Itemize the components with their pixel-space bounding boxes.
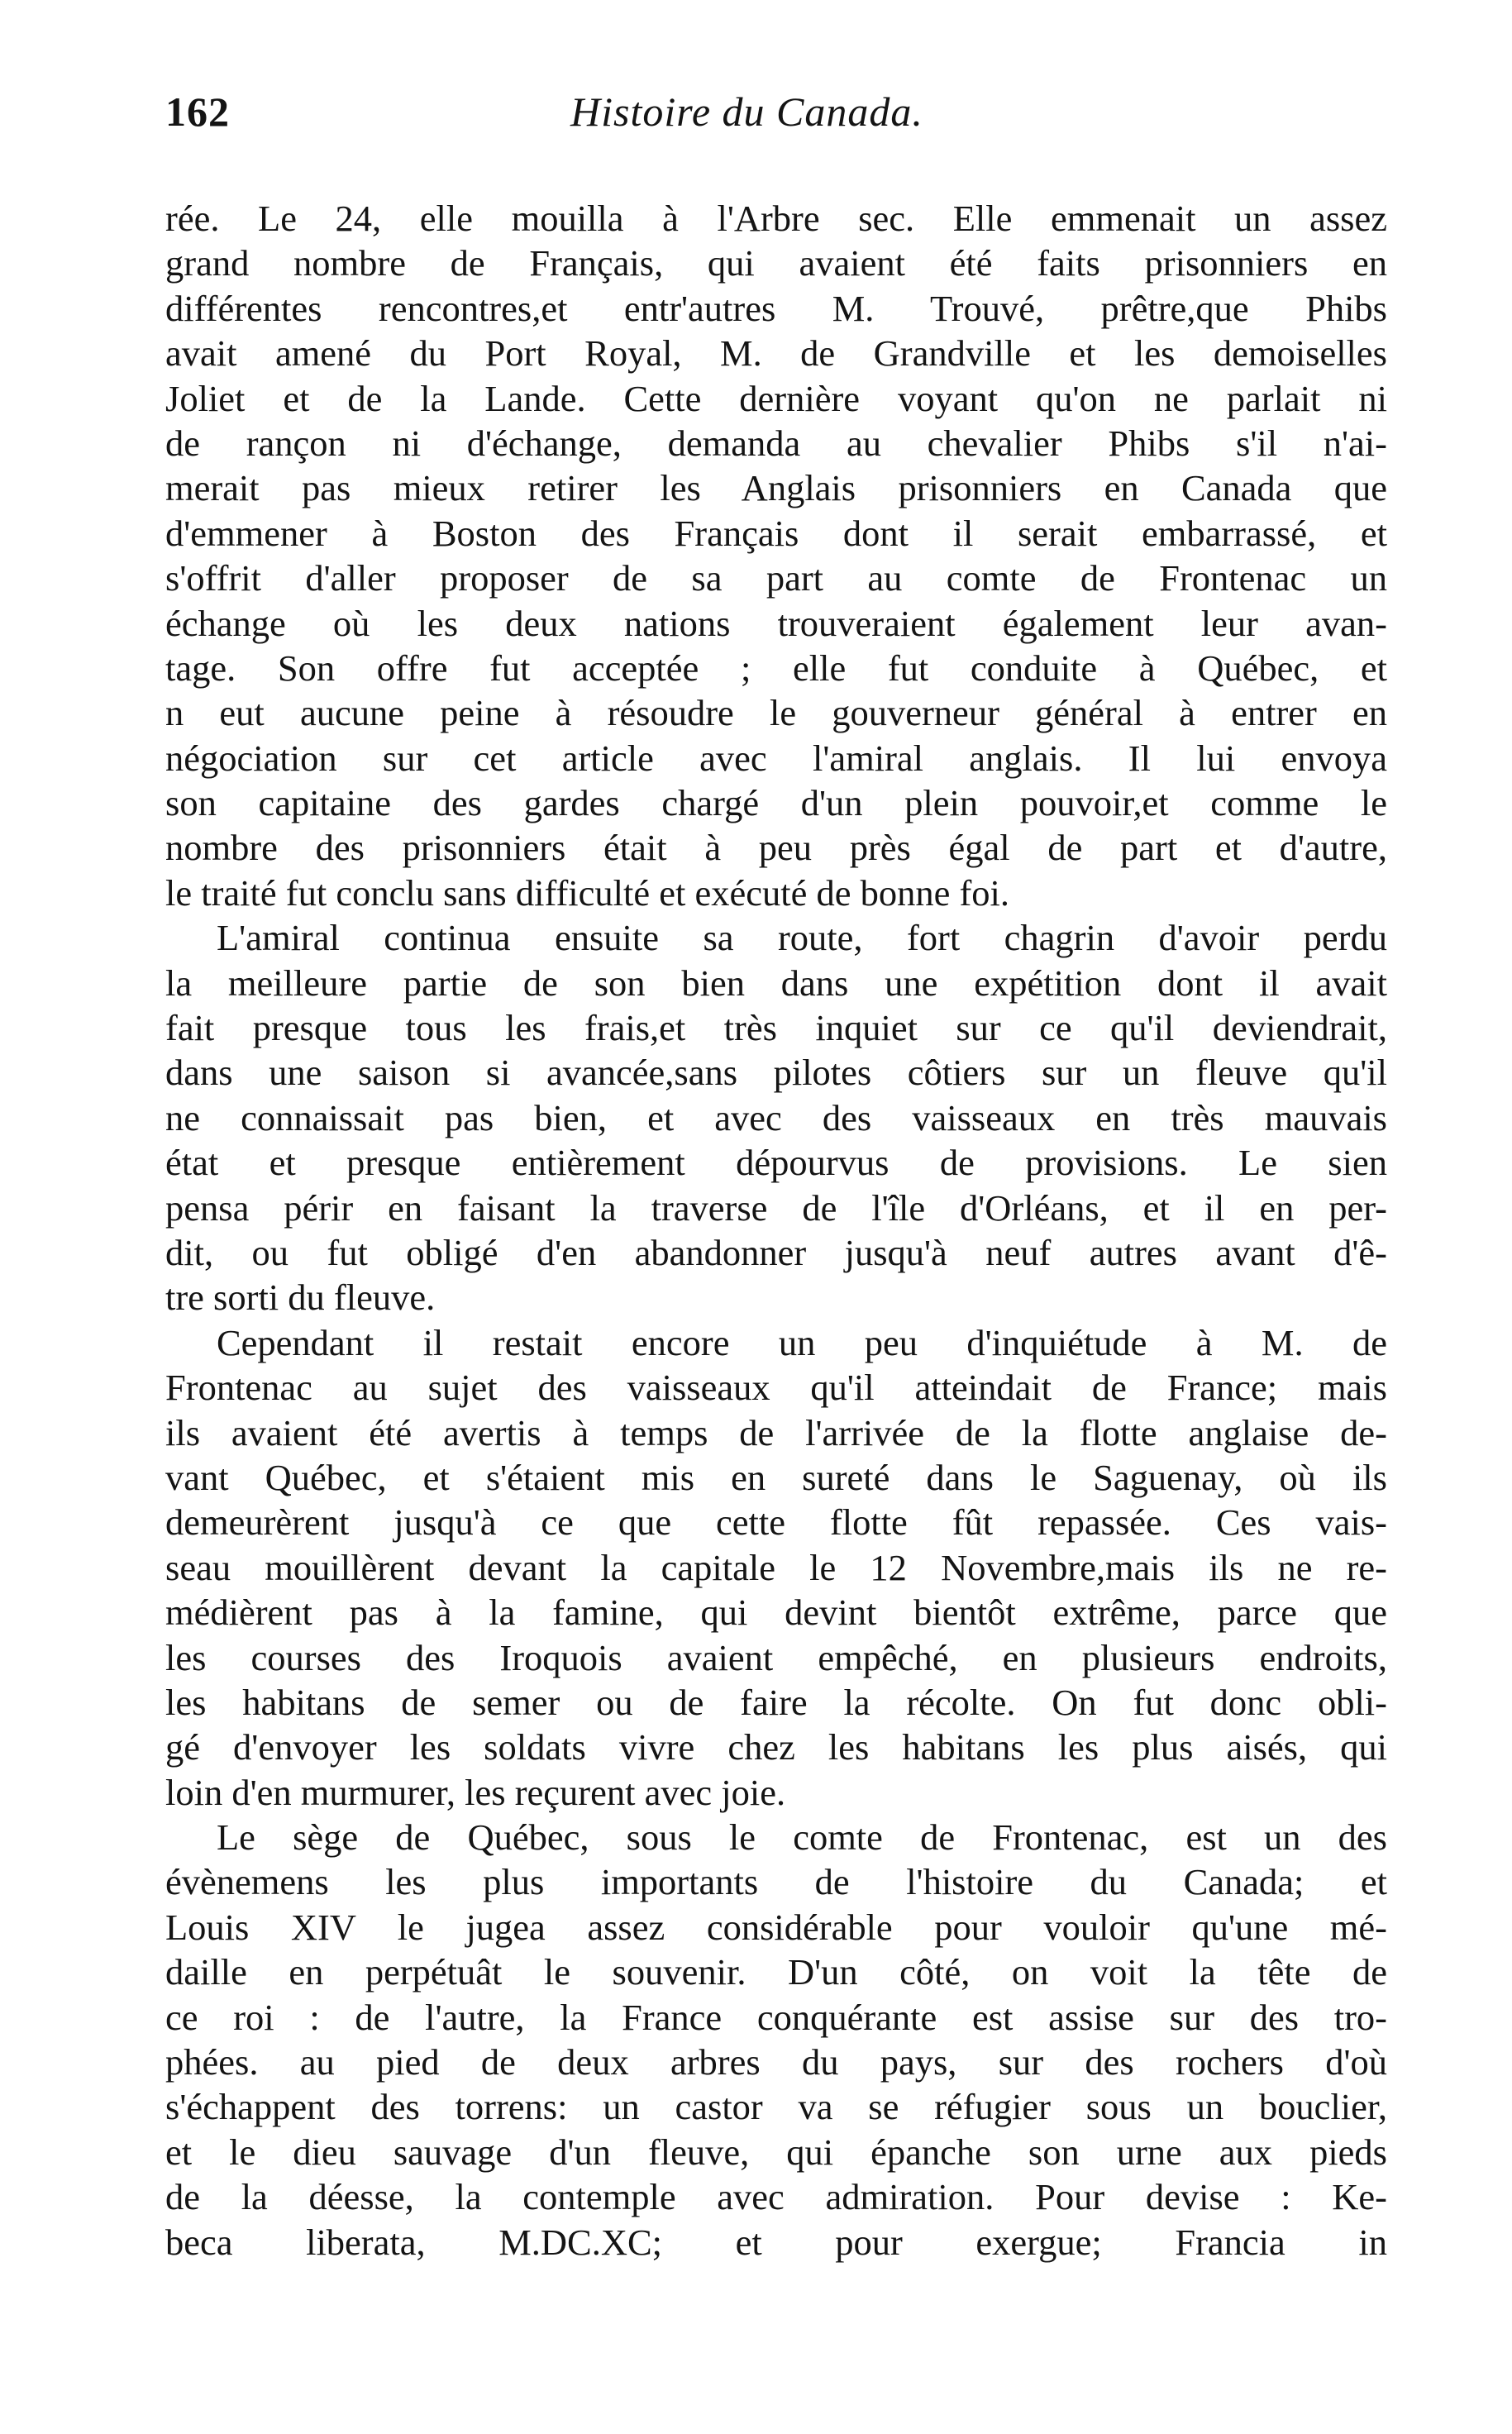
text-line: différentes rencontres,et entr'autres M. Trouvé, prêtre,que Phibs [165, 287, 1387, 329]
text-line: nombre des prisonniers était à peu près égal de part et d'autre, [165, 827, 1387, 869]
text-line: beca liberata, M.DC.XC; et pour exergue; Francia in [165, 2221, 1387, 2263]
text-line: s'échappent des torrens: un castor va se réfugier sous un bouclier, [165, 2086, 1387, 2128]
text-line: négociation sur cet article avec l'amiral anglais. Il lui envoya [165, 737, 1387, 779]
page-number: 162 [165, 88, 230, 135]
text-line: Cependant il restait encore un peu d'inquiétude à M. de [217, 1321, 1387, 1363]
text-line: merait pas mieux retirer les Anglais prisonniers en Canada que [165, 467, 1387, 509]
text-line: daille en perpétuât le souvenir. D'un côté, on voit la tête de [165, 1951, 1387, 1993]
text-line: de rançon ni d'échange, demanda au chevalier Phibs s'il n'ai- [165, 422, 1387, 464]
running-head [165, 87, 1387, 153]
text-line: fait presque tous les frais,et très inquiet sur ce qu'il deviendrait, [165, 1007, 1387, 1049]
text-line: le traité fut conclu sans difficulté et exécuté de bonne foi. [165, 871, 1010, 914]
text-line: L'amiral continua ensuite sa route, fort chagrin d'avoir perdu [217, 917, 1387, 959]
text-line: et le dieu sauvage d'un fleuve, qui épanche son urne aux pieds [165, 2131, 1387, 2173]
text-line: médièrent pas à la famine, qui devint bientôt extrême, parce que [165, 1592, 1387, 1634]
paragraph [165, 1320, 1387, 1815]
text-line: de la déesse, la contemple avec admiration. Pour devise : Ke- [165, 2176, 1387, 2218]
text-line: loin d'en murmurer, les reçurent avec joie. [165, 1771, 786, 1813]
text-line: s'offrit d'aller proposer de sa part au comte de Frontenac un [165, 557, 1387, 599]
text-line: son capitaine des gardes chargé d'un plein pouvoir,et comme le [165, 782, 1387, 824]
text-line: ce roi : de l'autre, la France conquérante est assise sur des tro- [165, 1996, 1387, 2038]
text-line: vant Québec, et s'étaient mis en sureté dans le Saguenay, où ils [165, 1456, 1387, 1498]
text-line: ne connaissait pas bien, et avec des vaisseaux en très mauvais [165, 1096, 1387, 1138]
text-line: seau mouillèrent devant la capitale le 12 Novembre,mais ils ne re- [165, 1546, 1387, 1588]
text-line: la meilleure partie de son bien dans une expétition dont il avait [165, 962, 1387, 1004]
text-line: Frontenac au sujet des vaisseaux qu'il atteindait de France; mais [165, 1367, 1387, 1409]
text-line: n eut aucune peine à résoudre le gouverneur général à entrer en [165, 692, 1387, 734]
text-line: d'emmener à Boston des Français dont il serait embarrassé, et [165, 512, 1387, 554]
text-line: évènemens les plus importants de l'histoire du Canada; et [165, 1861, 1387, 1903]
text-line: Joliet et de la Lande. Cette dernière voyant qu'on ne parlait ni [165, 377, 1387, 419]
text-line: Le sège de Québec, sous le comte de Frontenac, est un des [217, 1816, 1387, 1859]
paragraph [165, 915, 1387, 1320]
text-line: ils avaient été avertis à temps de l'arrivée de la flotte anglaise de- [165, 1411, 1387, 1453]
text-line: pensa périr en faisant la traverse de l'île d'Orléans, et il en per- [165, 1186, 1387, 1229]
text-line: les courses des Iroquois avaient empêché, en plusieurs endroits, [165, 1636, 1387, 1678]
text-line: dans une saison si avancée,sans pilotes côtiers sur un fleuve qu'il [165, 1052, 1387, 1094]
text-line: état et presque entièrement dépourvus de provisions. Le sien [165, 1142, 1387, 1184]
paragraph [165, 196, 1387, 915]
text-line: phées. au pied de deux arbres du pays, sur des rochers d'où [165, 2041, 1387, 2083]
text-line: gé d'envoyer les soldats vivre chez les habitans les plus aisés, qui [165, 1726, 1387, 1768]
running-title: Histoire du Canada. [570, 88, 923, 135]
text-line: tage. Son offre fut acceptée ; elle fut conduite à Québec, et [165, 647, 1387, 689]
text-line: rée. Le 24, elle mouilla à l'Arbre sec. Elle emmenait un assez [165, 198, 1387, 239]
text-line: grand nombre de Français, qui avaient été faits prisonniers en [165, 242, 1387, 284]
text-line: tre sorti du fleuve. [165, 1277, 436, 1319]
body-text [165, 196, 1387, 2265]
paragraph [165, 1815, 1387, 2265]
book-page [165, 87, 1387, 2265]
text-line: dit, ou fut obligé d'en abandonner jusqu'à neuf autres avant d'ê- [165, 1231, 1387, 1273]
text-line: demeurèrent jusqu'à ce que cette flotte fût repassée. Ces vais- [165, 1501, 1387, 1544]
text-line: échange où les deux nations trouveraient également leur avan- [165, 602, 1387, 644]
text-line: les habitans de semer ou de faire la récolte. On fut donc obli- [165, 1681, 1387, 1723]
text-line: avait amené du Port Royal, M. de Grandville et les demoiselles [165, 332, 1387, 375]
text-line: Louis XIV le jugea assez considérable pour vouloir qu'une mé- [165, 1906, 1387, 1948]
